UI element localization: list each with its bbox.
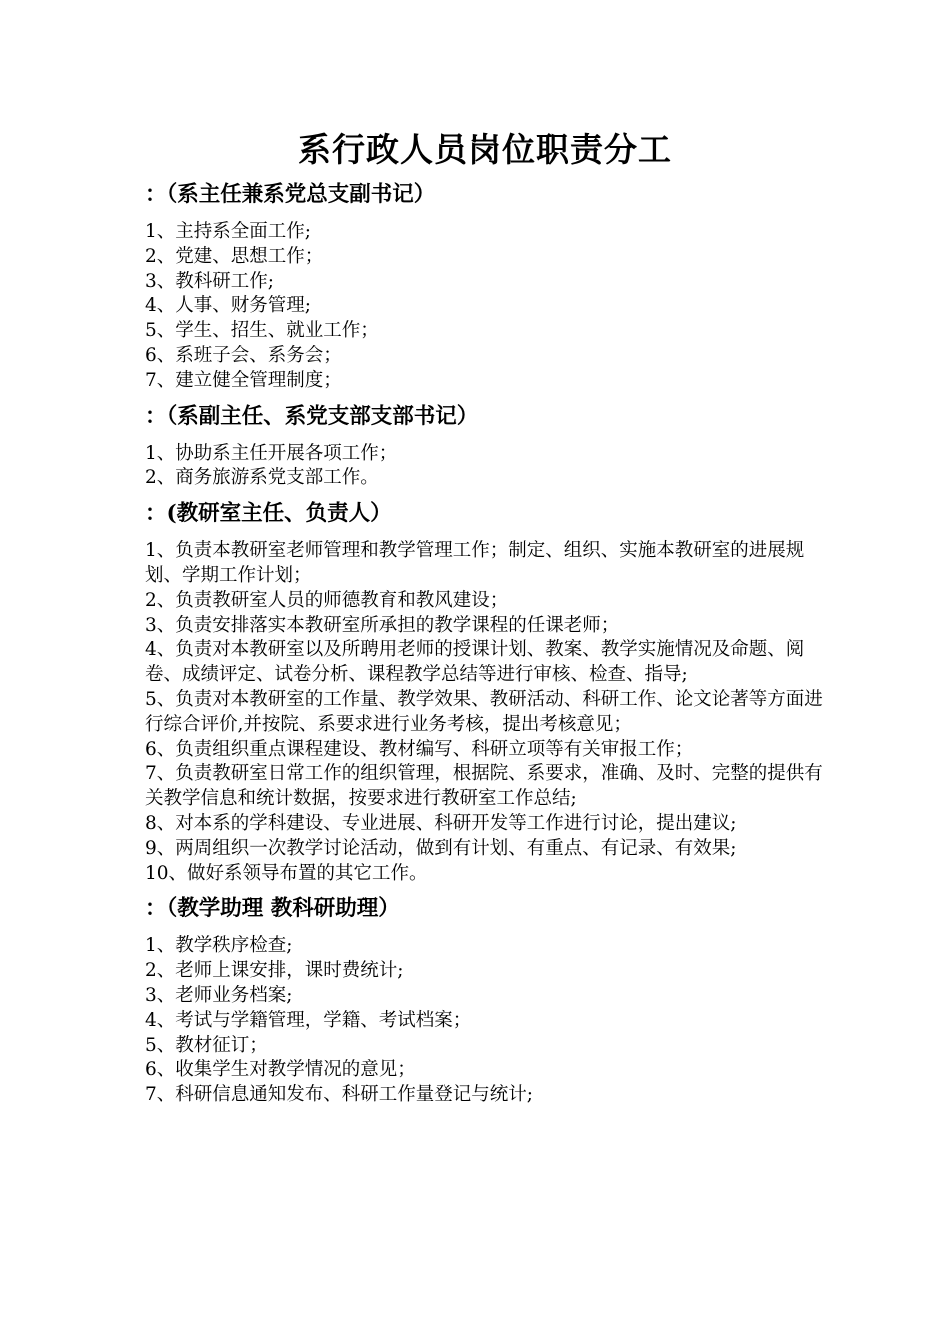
duty-item: 1、协助系主任开展各项工作； [145, 442, 398, 464]
duty-list [145, 442, 825, 492]
section-heading: ：（系副主任、系党支部支部书记） [145, 403, 479, 429]
duty-item: 10、做好系领导布置的其它工作。 [145, 862, 428, 884]
duty-item: 5、教材征订； [145, 1034, 268, 1056]
duty-item: 2、老师上课安排，课时费统计; [145, 960, 404, 982]
duty-item: 5、负责对本教研室的工作量、教学效果、教研活动、科研工作、论文论著等方面进行综合评价,并按院、系要求进行业务考核，提出考核意见； [145, 688, 823, 735]
section-teaching-office-director [145, 499, 825, 886]
duty-item: 3、老师业务档案; [145, 984, 293, 1006]
document-title: 系行政人员岗位职责分工 [298, 130, 672, 169]
section-heading: ：（系主任兼系党总支副书记） [145, 182, 436, 207]
duty-item: 2、党建、思想工作； [145, 245, 324, 267]
duty-item: 6、负责组织重点课程建设、教材编写、科研立项等有关审报工作； [145, 738, 694, 760]
section-teaching-assistant [145, 894, 825, 1108]
duty-item: 1、负责本教研室老师管理和教学管理工作；制定、组织、实施本教研室的进展规划、学期工作计划； [145, 540, 805, 586]
duty-item: 7、建立健全管理制度； [145, 369, 342, 391]
duty-item: 4、负责对本教研室以及所聘用老师的授课计划、教案、教学实施情况及命题、阅卷、成绩评定、试卷分析、课程教学总结等进行审核、检查、指导; [145, 639, 805, 686]
duty-list [145, 220, 825, 394]
duty-list [145, 934, 825, 1108]
duty-item: 6、系班子会、系务会； [145, 344, 342, 366]
duty-item: 8、对本系的学科建设、专业进展、科研开发等工作进行讨论，提出建议; [145, 812, 737, 834]
document-page [145, 128, 825, 1116]
section-director [145, 180, 825, 394]
duty-item: 2、商务旅游系党支部工作。 [145, 467, 379, 489]
duty-item: 3、教科研工作; [145, 270, 275, 292]
duty-item: 5、学生、招生、就业工作； [145, 320, 379, 342]
duty-item: 7、负责教研室日常工作的组织管理，根据院、系要求，准确、及时、完整的提供有关教学信息和统计数据，按要求进行教研室工作总结; [145, 763, 823, 810]
duty-item: 6、收集学生对教学情况的意见； [145, 1059, 416, 1081]
duty-item: 3、负责安排落实本教研室所承担的教学课程的任课老师； [145, 614, 620, 636]
duty-item: 7、科研信息通知发布、科研工作量登记与统计; [145, 1084, 534, 1106]
section-heading: ：（教学助理 教科研助理） [145, 896, 400, 922]
duty-item: 2、负责教研室人员的师德教育和教风建设； [145, 589, 509, 611]
duty-item: 4、考试与学籍管理，学籍、考试档案； [145, 1009, 472, 1031]
section-deputy-director [145, 402, 825, 492]
section-heading: ：(教研室主任、负责人） [145, 501, 392, 527]
duty-list [145, 539, 825, 886]
duty-item: 4、人事、财务管理; [145, 295, 312, 317]
duty-item: 9、两周组织一次教学讨论活动，做到有计划、有重点、有记录、有效果; [145, 837, 737, 859]
duty-item: 1、教学秩序检查; [145, 935, 293, 957]
duty-item: 1、主持系全面工作; [145, 221, 312, 242]
